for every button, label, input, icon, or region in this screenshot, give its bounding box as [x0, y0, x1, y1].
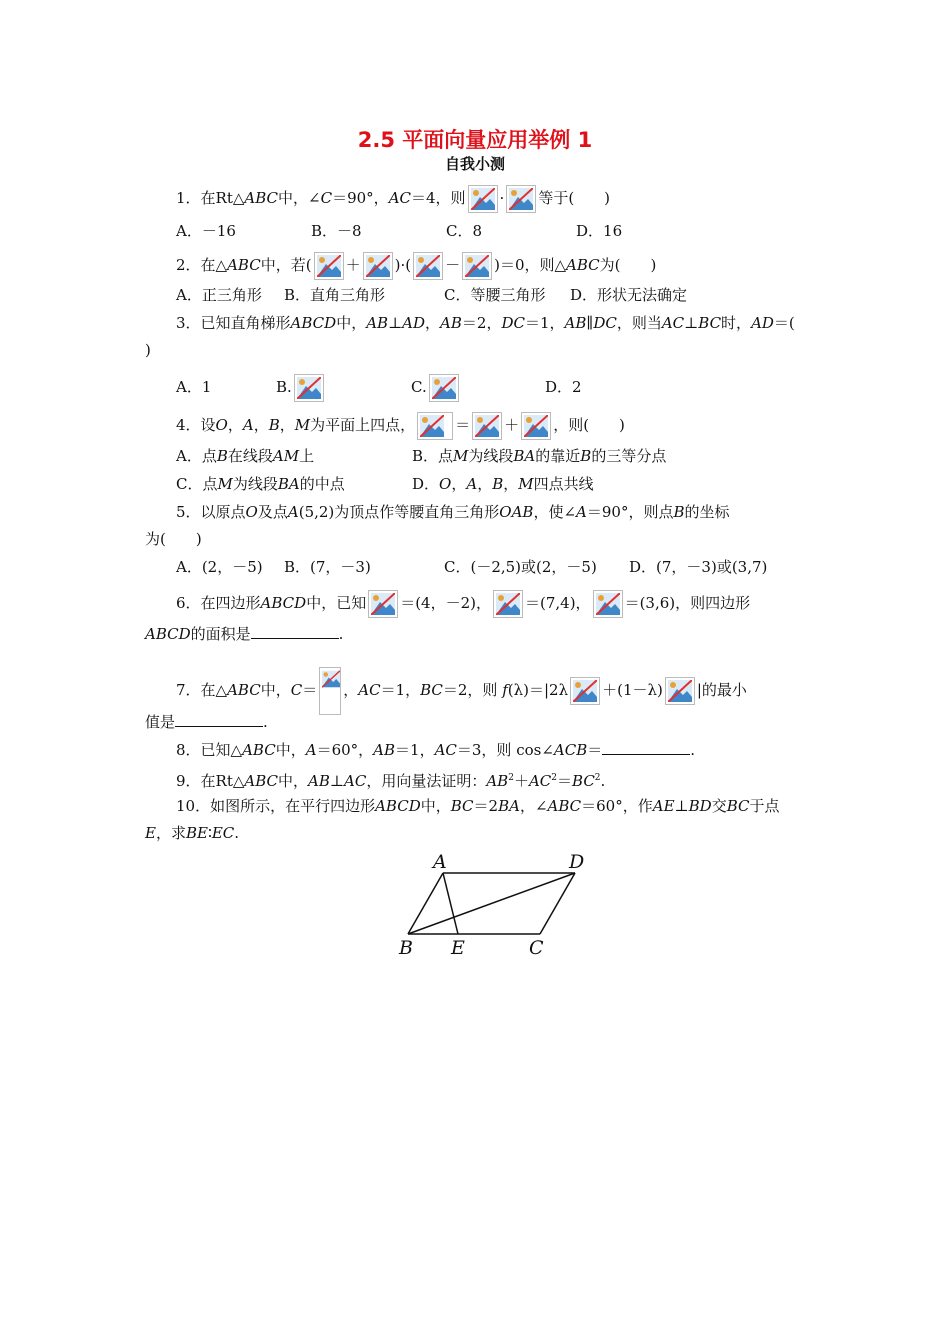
- question-5: 5．以原点O及点A(5,2)为顶点作等腰直角三角形OAB，使∠A＝90°，则点B的坐标: [176, 503, 730, 521]
- option-a: A．1: [176, 378, 212, 396]
- option-d: D．16: [576, 222, 623, 240]
- broken-image-icon: [570, 677, 600, 705]
- option-d: D．O，A，B，M四点共线: [412, 475, 594, 493]
- question-7-cont: 值是 .: [145, 713, 268, 731]
- label-d: D: [569, 851, 585, 873]
- page-subtitle: 自我小测: [444, 155, 505, 173]
- question-3: 3．已知直角梯形ABCD中，AB⊥AD，AB＝2，DC＝1，AB∥DC，则当AC⊥BC时，AD＝(: [176, 314, 795, 332]
- question-4-options-ab: [176, 446, 666, 466]
- answer-blank: [251, 624, 339, 639]
- broken-image-icon: [593, 590, 623, 618]
- question-8: 8．已知△ABC中，A＝60°，AB＝1，AC＝3，则 cos∠ACB＝ .: [176, 741, 696, 759]
- broken-image-icon: [472, 412, 502, 440]
- label-e: E: [451, 937, 465, 959]
- label-b: B: [399, 937, 413, 959]
- broken-image-icon: [368, 590, 398, 618]
- parallelogram-figure: [395, 848, 595, 960]
- broken-image-icon: [665, 677, 695, 705]
- broken-image-icon: [363, 252, 393, 280]
- question-5-cont: 为( ): [145, 530, 202, 548]
- broken-image-icon: [493, 590, 523, 618]
- question-10: 10．如图所示，在平行四边形ABCD中，BC＝2BA，∠ABC＝60°，作AE⊥BD交BC于点: [176, 797, 780, 815]
- question-3-options: [176, 374, 582, 402]
- option-a: A．－16: [176, 222, 236, 240]
- label-c: C: [529, 937, 544, 959]
- option-a: A．点B在线段AM上: [176, 447, 315, 465]
- question-10-cont: E，求BE∶EC.: [145, 824, 240, 842]
- broken-image-icon: [521, 412, 551, 440]
- question-2-options: [176, 285, 687, 305]
- option-b: B．直角三角形: [284, 286, 386, 304]
- broken-image-icon: [417, 412, 453, 440]
- option-c: C．等腰三角形: [444, 286, 546, 304]
- broken-image-icon: [294, 374, 324, 402]
- option-c: C．8: [446, 222, 483, 240]
- question-1: 1．在Rt△ABC中，∠C＝90°，AC＝4，则 · 等于( ): [176, 185, 610, 213]
- question-4-options-cd: [176, 474, 594, 494]
- option-d: D．2: [545, 378, 582, 396]
- question-7: 7．在△ABC中，C＝ ，AC＝1，BC＝2，则 f(λ)＝|2λ ＋(1－λ) |的最小: [176, 667, 747, 715]
- option-d: D．(7，－3)或(3,7): [629, 558, 768, 576]
- answer-blank: [175, 712, 263, 727]
- page-title: 2.5 平面向量应用举例 1: [357, 128, 593, 152]
- broken-image-icon: [468, 185, 498, 213]
- option-a: A．正三角形: [176, 286, 262, 304]
- question-3-cont: ): [145, 341, 151, 359]
- question-9: 9．在Rt△ABC中，AB⊥AC，用向量法证明：$AB^2+AC^2=BC^2$.: [176, 772, 606, 790]
- broken-image-icon: [506, 185, 536, 213]
- answer-blank: [602, 740, 690, 755]
- question-6-cont: ABCD的面积是 .: [145, 625, 344, 643]
- option-b: B.: [276, 374, 411, 402]
- broken-image-icon: [314, 252, 344, 280]
- question-4: 4．设O，A，B，M为平面上四点， ＝ ＋ ，则( ): [176, 412, 625, 440]
- question-1-options: [176, 221, 622, 241]
- broken-image-icon: [462, 252, 492, 280]
- broken-image-icon: [413, 252, 443, 280]
- segment-ae: [443, 873, 458, 934]
- option-b: B．点M为线段BA的靠近B的三等分点: [412, 447, 667, 465]
- diagonal-bd: [408, 873, 575, 934]
- broken-image-icon: [319, 667, 341, 715]
- label-a: A: [433, 851, 447, 873]
- option-b: B．(7，－3): [284, 558, 371, 576]
- question-6: 6．在四边形ABCD中，已知 ＝(4，－2)， ＝(7,4)， ＝(3,6)，则四边形: [176, 590, 750, 618]
- question-5-options: [176, 557, 767, 577]
- segment-ba: [408, 873, 443, 934]
- option-c: C.: [411, 374, 545, 402]
- broken-image-icon: [429, 374, 459, 402]
- option-d: D．形状无法确定: [570, 286, 688, 304]
- question-2: 2．在△ABC中，若( ＋ )·( － )＝0，则△ABC为( ): [176, 252, 656, 280]
- option-c: C．点M为线段BA的中点: [176, 475, 345, 493]
- option-a: A．(2，－5): [176, 558, 263, 576]
- segment-dc: [540, 873, 575, 934]
- option-b: B．－8: [311, 222, 362, 240]
- option-c: C．(－2,5)或(2，－5): [444, 558, 597, 576]
